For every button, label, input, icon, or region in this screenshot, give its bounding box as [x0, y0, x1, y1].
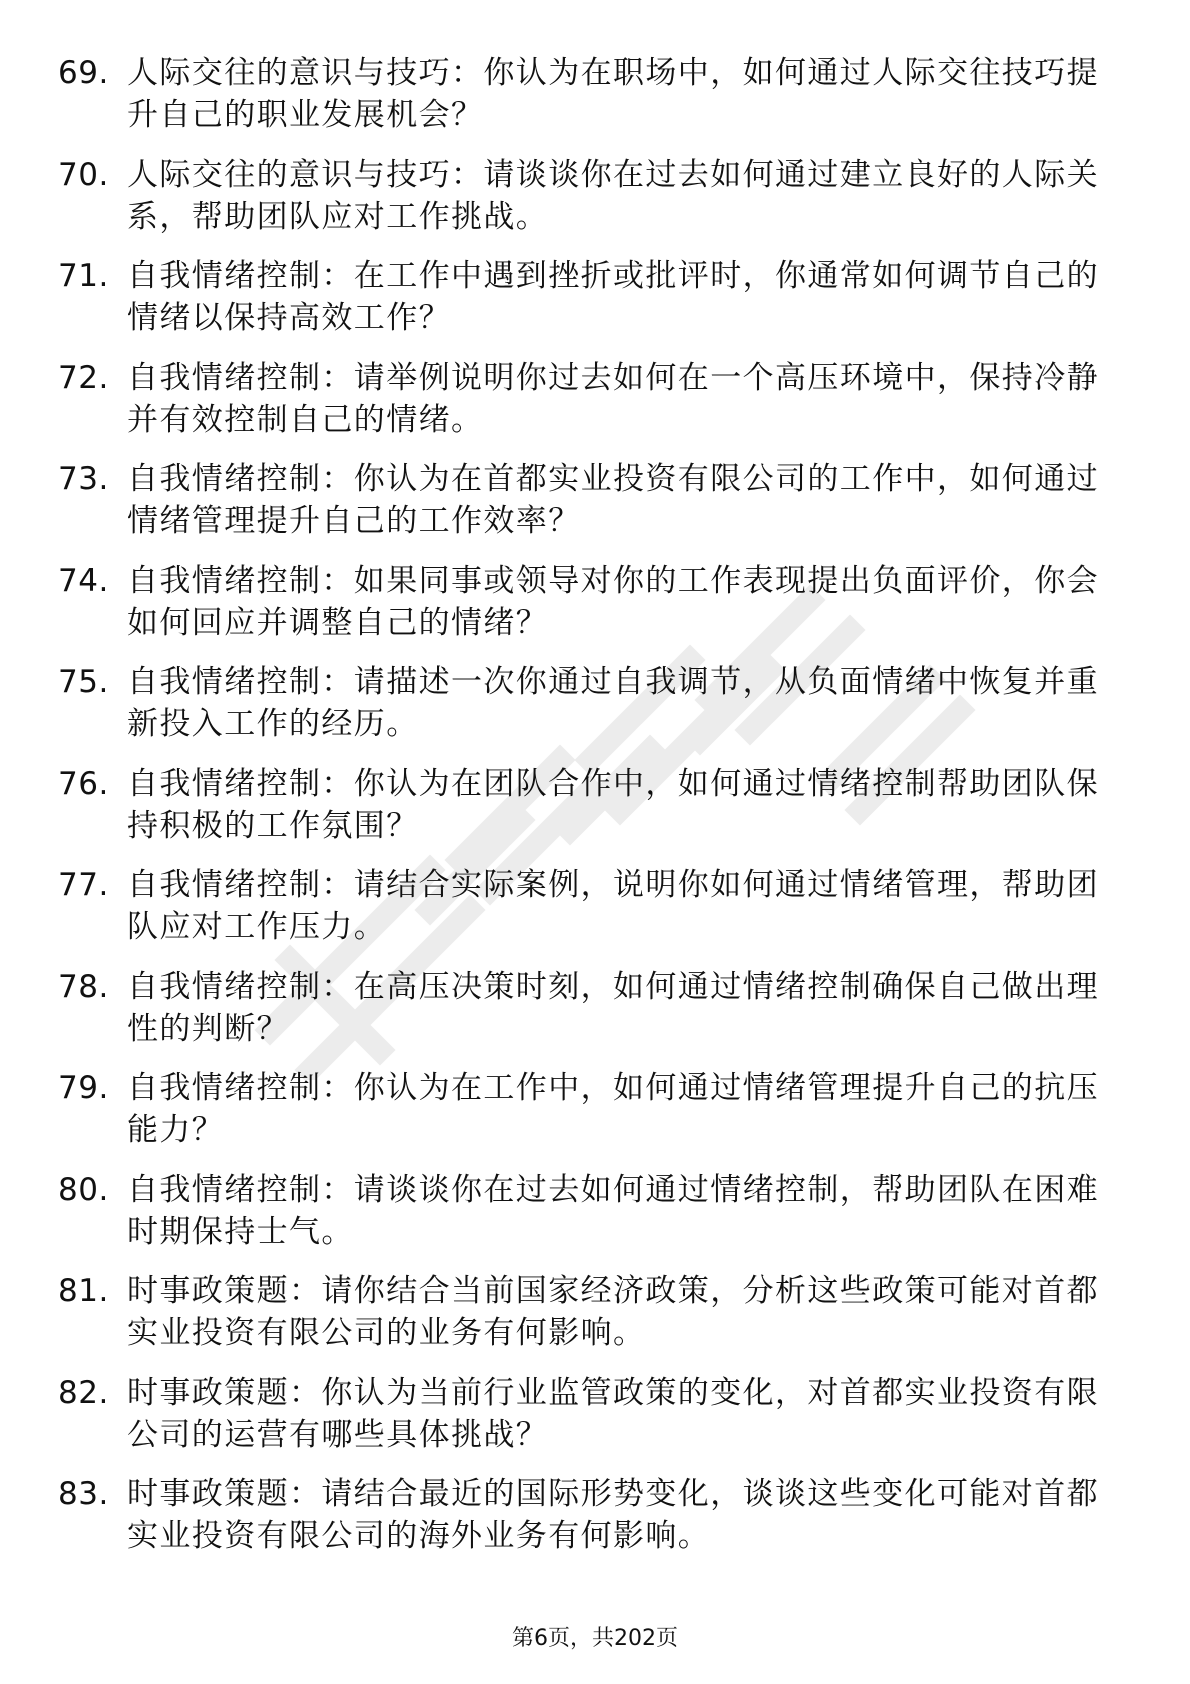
question-text: 时事政策题：请结合最近的国际形势变化，谈谈这些变化可能对首都实业投资有限公司的海外业务有何影响。 [127, 1476, 1099, 1554]
question-number: 78. [58, 968, 109, 1005]
question-item [0, 357, 1190, 459]
question-text: 自我情绪控制：如果同事或领导对你的工作表现提出负面评价，你会如何回应并调整自己的情绪？ [127, 562, 1099, 641]
question-item [0, 255, 1190, 357]
question-text: 自我情绪控制：请结合实际案例，说明你如何通过情绪管理，帮助团队应对工作压力。 [127, 867, 1099, 945]
question-text: 自我情绪控制：在工作中遇到挫折或批评时，你通常如何调节自己的情绪以保持高效工作？ [127, 258, 1099, 336]
question-item [0, 1169, 1190, 1271]
question-number: 70. [58, 156, 109, 193]
question-text: 时事政策题：请你结合当前国家经济政策，分析这些政策可能对首都实业投资有限公司的业务有何影响。 [127, 1273, 1099, 1351]
question-number: 80. [58, 1171, 109, 1208]
question-text: 自我情绪控制：请谈谈你在过去如何通过情绪控制，帮助团队在困难时期保持士气。 [127, 1171, 1099, 1250]
question-number: 75. [58, 664, 109, 700]
question-number: 76. [58, 765, 109, 802]
question-text: 时事政策题：你认为当前行业监管政策的变化，对首都实业投资有限公司的运营有哪些具体挑战？ [127, 1374, 1099, 1453]
question-item [0, 1067, 1190, 1169]
question-number: 81. [58, 1273, 109, 1309]
question-text: 自我情绪控制：请举例说明你过去如何在一个高压环境中，保持冷静并有效控制自己的情绪。 [127, 359, 1099, 438]
question-item [0, 458, 1190, 560]
question-number: 72. [58, 359, 109, 396]
question-text: 自我情绪控制：你认为在团队合作中，如何通过情绪控制帮助团队保持积极的工作氛围？ [127, 765, 1099, 844]
question-text: 自我情绪控制：请描述一次你通过自我调节，从负面情绪中恢复并重新投入工作的经历。 [127, 664, 1099, 742]
question-item [0, 154, 1190, 256]
question-item [0, 560, 1190, 662]
question-item [0, 966, 1190, 1068]
question-number: 83. [58, 1476, 109, 1512]
question-item [0, 1473, 1190, 1575]
question-list [0, 52, 1190, 1575]
question-text: 人际交往的意识与技巧：你认为在职场中，如何通过人际交往技巧提升自己的职业发展机会？ [127, 55, 1099, 133]
question-item [0, 1372, 1190, 1474]
question-text: 自我情绪控制：在高压决策时刻，如何通过情绪控制确保自己做出理性的判断？ [127, 968, 1099, 1047]
question-number: 73. [58, 461, 109, 497]
question-text: 自我情绪控制：你认为在工作中，如何通过情绪管理提升自己的抗压能力？ [127, 1070, 1099, 1148]
page-footer [0, 1624, 1190, 1654]
question-item [0, 864, 1190, 966]
question-item [0, 1270, 1190, 1372]
question-text: 自我情绪控制：你认为在首都实业投资有限公司的工作中，如何通过情绪管理提升自己的工作效率？ [127, 461, 1099, 539]
question-item [0, 763, 1190, 865]
question-text: 人际交往的意识与技巧：请谈谈你在过去如何通过建立良好的人际关系，帮助团队应对工作挑战。 [127, 156, 1099, 235]
question-number: 79. [58, 1070, 109, 1106]
question-number: 74. [58, 562, 109, 599]
page-number-label: 第6页，共202页 [512, 1626, 678, 1651]
question-number: 82. [58, 1374, 109, 1411]
question-item [0, 661, 1190, 763]
question-item [0, 52, 1190, 154]
question-number: 71. [58, 258, 109, 294]
question-number: 69. [58, 55, 109, 91]
question-number: 77. [58, 867, 109, 903]
